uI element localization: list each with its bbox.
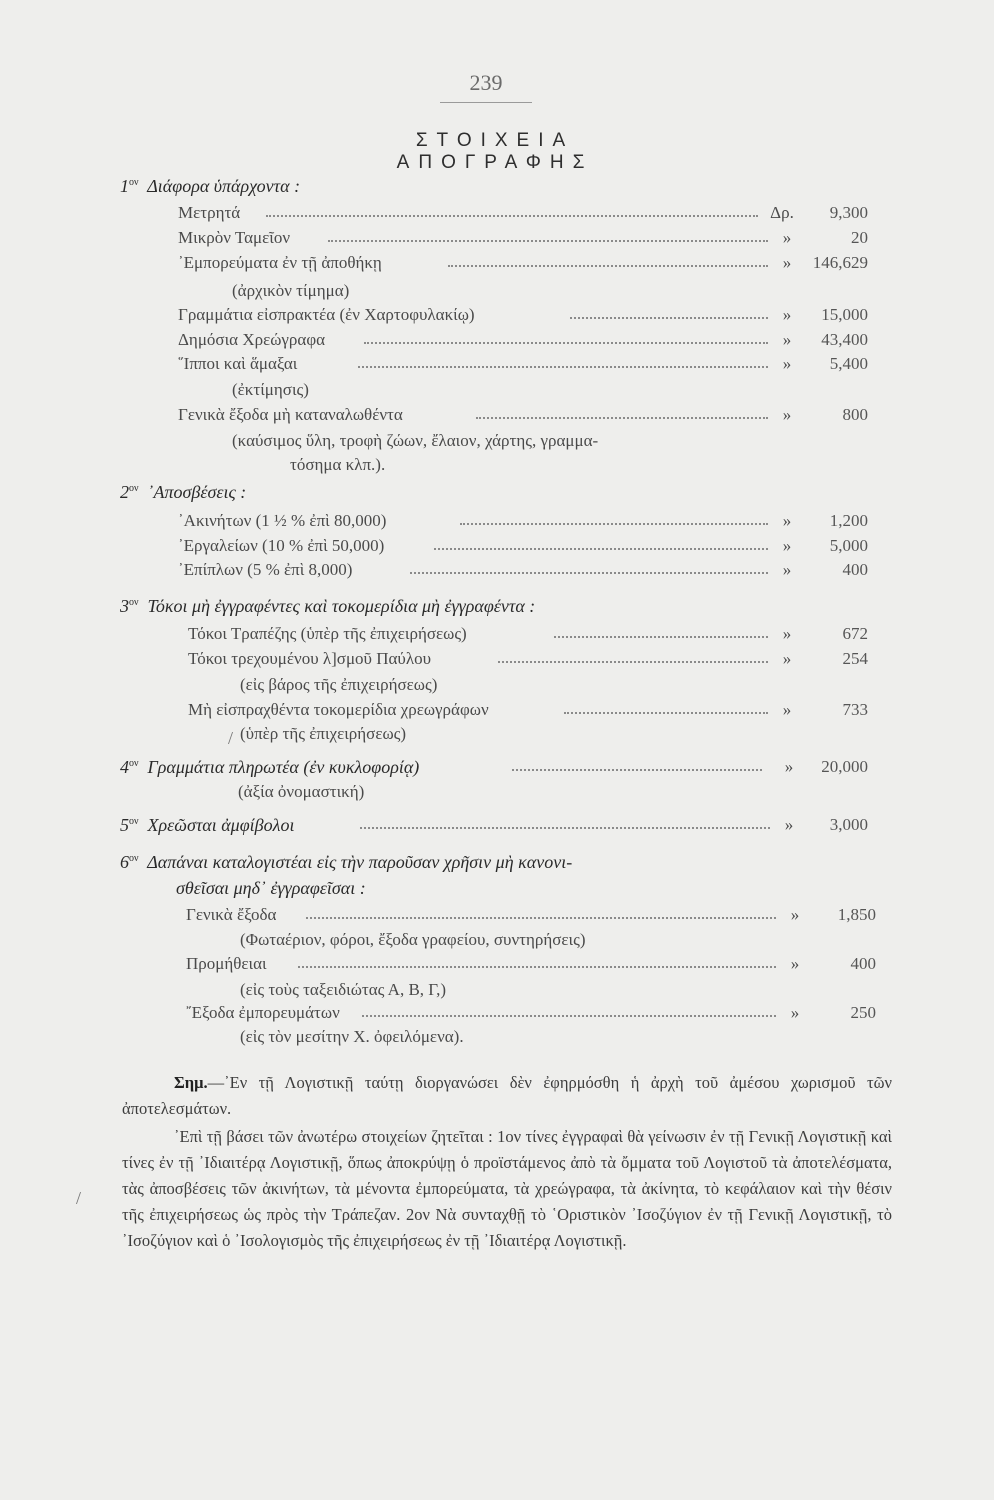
page-title: ΣΤΟΙΧΕΙΑ ΑΠΟΓΡΑΦΗΣ (396, 130, 594, 173)
dot-leader (448, 265, 768, 267)
row-amount: 1,200 (829, 511, 868, 530)
section-number: 5 (120, 815, 129, 835)
ditto-mark: » (782, 536, 792, 555)
section-5-heading (120, 815, 294, 836)
section-2-heading (120, 482, 246, 503)
row-amount: 20,000 (821, 757, 868, 776)
row-amount: 5,000 (829, 536, 868, 555)
remark-label: Σημ. (174, 1073, 208, 1092)
section-number: 2 (120, 482, 129, 502)
row-label: ᾿Εργαλείων (10 % ἐπὶ 50,000) (178, 536, 385, 555)
remark-paragraph: ᾿Επὶ τῇ βάσει τῶν ἀνωτέρω στοιχείων ζητεῖται : 1ον τίνες ἐγγραφαὶ θὰ γείνωσιν ἐν τῇ Γενικῇ Λογιστικῇ καὶ τίνες ἐν τῇ ᾿Ιδιαιτέρᾳ Λογιστικῇ, ὅπως ἀποκρύψῃ ὁ προϊστάμενος ἀπὸ τὰ ὄμματα τοῦ Λογιστοῦ τὰ ἀποτελέσματα, τὰς ἀποσβέσεις τῶν ἀκινήτων, τὰ μένοντα ἐμπορεύματα, τὰ χρεώγραφα, τὰ ἀκίνητα, τὸ κεφάλαιον καὶ τὴν θέσιν τῆς ἐπιχειρήσεως ὡς πρὸς τὴν Τράπεζαν. 2ον Νὰ συνταχθῇ τὸ ῾Οριστικὸν ᾿Ισοζύγιον ἐν τῇ Γενικῇ Λογιστικῇ, τὸ ᾿Ισοζύγιον καὶ ὁ ᾿Ισολογισμὸς τῆς ἐπιχειρήσεως ἐν τῇ ᾿Ιδιαιτέρᾳ Λογιστικῇ. (122, 1127, 892, 1250)
row-label: Δημόσια Χρεώγραφα (178, 330, 326, 349)
ditto-mark: » (790, 1003, 800, 1022)
section-6-heading-continued: σθεῖσαι μηδ᾿ ἐγγραφεῖσαι : (176, 878, 366, 898)
section-title: Διάφορα ὑπάρχοντα : (147, 176, 301, 196)
dot-leader (570, 317, 768, 319)
row-amount: 400 (850, 954, 876, 973)
dot-leader (266, 215, 758, 217)
ledger-row (178, 253, 868, 277)
row-label: Μικρὸν Ταμεῖον (178, 228, 291, 247)
ledger-row (120, 815, 868, 839)
ledger-row (178, 305, 868, 329)
ditto-mark: » (782, 228, 792, 247)
section-title: Χρεῶσται ἀμφίβολοι (147, 815, 295, 835)
ditto-mark: » (782, 700, 792, 719)
row-amount: 800 (842, 405, 868, 424)
stray-mark: / (76, 1188, 82, 1208)
ditto-mark: » (784, 815, 794, 834)
row-amount: 254 (842, 649, 868, 668)
row-label: Γενικὰ ἔξοδα (186, 905, 277, 924)
row-note: (καύσιμος ὕλη, τροφὴ ζώων, ἔλαιον, χάρτης, γραμμα- (232, 431, 599, 450)
ditto-mark: » (782, 253, 792, 272)
row-amount: 3,000 (829, 815, 868, 834)
section-title: Τόκοι μὴ ἐγγραφέντες καὶ τοκομερίδια μὴ ἐγγραφέντα : (147, 596, 536, 616)
section-number: 3 (120, 596, 129, 616)
ledger-row (178, 228, 868, 252)
row-amount: 9,300 (829, 203, 868, 222)
section-number: 1 (120, 176, 129, 196)
dot-leader (298, 966, 776, 968)
row-note: (ἀρχικὸν τίμημα) (232, 281, 350, 300)
row-label: ᾿Επίπλων (5 % ἐπὶ 8,000) (178, 560, 353, 579)
section-number: 4 (120, 757, 129, 777)
section-6-heading (120, 852, 572, 873)
row-label: Γενικὰ ἔξοδα μὴ καταναλωθέντα (178, 405, 403, 424)
ditto-mark: » (782, 405, 792, 424)
section-ordinal: ον (129, 853, 139, 864)
section-title: Δαπάναι καταλογιστέαι εἰς τὴν παροῦσαν χρῆσιν μὴ κανονι- (147, 852, 573, 872)
row-note: (ὑπὲρ τῆς ἐπιχειρήσεως) (240, 724, 407, 743)
row-amount: 250 (850, 1003, 876, 1022)
row-label: Μετρητά (178, 203, 241, 222)
row-label: ῎Εξοδα ἐμπορευμάτων (186, 1003, 340, 1022)
row-label: ᾿Εμπορεύματα ἐν τῇ ἀποθήκῃ (178, 253, 382, 272)
section-title: Γραμμάτια πληρωτέα (ἐν κυκλοφορίᾳ) (147, 757, 420, 777)
ledger-row (186, 905, 876, 929)
section-ordinal: ον (129, 758, 139, 769)
dot-leader (328, 240, 768, 242)
ditto-mark: » (782, 649, 792, 668)
ditto-mark: » (782, 305, 792, 324)
section-ordinal: ον (129, 483, 139, 494)
row-note: (Φωταέριον, φόροι, ἔξοδα γραφείου, συντηρήσεις) (240, 930, 586, 949)
section-ordinal: ον (129, 177, 139, 188)
ledger-row (178, 203, 868, 227)
dot-leader (434, 548, 768, 550)
ledger-row (178, 536, 868, 560)
section-number: 6 (120, 852, 129, 872)
dot-leader (360, 827, 770, 829)
ledger-row (178, 354, 868, 378)
stray-mark: / (228, 728, 234, 748)
ditto-mark: » (782, 354, 792, 373)
row-amount: 43,400 (821, 330, 868, 349)
dot-leader (564, 712, 768, 714)
row-note: (εἰς βάρος τῆς ἐπιχειρήσεως) (240, 675, 438, 694)
row-amount: 733 (842, 700, 868, 719)
section-1-heading (120, 176, 300, 197)
ditto-mark: » (782, 624, 792, 643)
dot-leader (512, 769, 762, 771)
row-amount: 15,000 (821, 305, 868, 324)
row-amount: 20 (851, 228, 868, 247)
ledger-row (120, 757, 868, 781)
ditto-mark: » (790, 905, 800, 924)
section-ordinal: ον (129, 816, 139, 827)
row-label: Τόκοι τρεχουμένου λ]σμοῦ Παύλου (188, 649, 431, 668)
row-label: Γραμμάτια εἰσπρακτέα (ἐν Χαρτοφυλακίῳ) (178, 305, 475, 324)
ditto-mark: » (782, 511, 792, 530)
dot-leader (358, 366, 768, 368)
dot-leader (476, 417, 768, 419)
ledger-row (188, 624, 868, 648)
row-label: Προμήθειαι (186, 954, 267, 973)
dot-leader (410, 572, 768, 574)
row-note: (εἰς τὸν μεσίτην Χ. ὀφειλόμενα). (240, 1027, 464, 1046)
row-amount: 5,400 (829, 354, 868, 373)
row-label: ῞Ιπποι καὶ ἅμαξαι (178, 354, 298, 373)
row-amount: 400 (842, 560, 868, 579)
ditto-mark: » (790, 954, 800, 973)
section-ordinal: ον (129, 597, 139, 608)
dot-leader (362, 1015, 776, 1017)
ledger-row (178, 560, 868, 584)
currency-mark: Δρ. (770, 203, 794, 222)
dot-leader (554, 636, 768, 638)
ledger-row (188, 649, 868, 673)
row-amount: 672 (842, 624, 868, 643)
ledger-row (188, 700, 868, 724)
dot-leader (498, 661, 768, 663)
ditto-mark: » (782, 330, 792, 349)
ledger-row (178, 405, 868, 429)
dot-leader (306, 917, 776, 919)
ledger-row (186, 954, 876, 978)
dot-leader (364, 342, 768, 344)
row-note: (εἰς τοὺς ταξειδιώτας Α, Β, Γ,) (240, 980, 446, 999)
row-label: ᾿Ακινήτων (1 ½ % ἐπὶ 80,000) (178, 511, 387, 530)
remark-paragraph (122, 1070, 892, 1122)
row-label: Μὴ εἰσπραχθέντα τοκομερίδια χρεωγράφων (188, 700, 489, 719)
section-3-heading (120, 596, 535, 617)
ditto-mark: » (784, 757, 794, 776)
row-note: τόσημα κλπ.). (290, 455, 386, 474)
ledger-row (178, 511, 868, 535)
section-4-heading (120, 757, 419, 778)
ditto-mark: » (782, 560, 792, 579)
page-number: 239 (440, 70, 532, 103)
row-amount: 1,850 (837, 905, 876, 924)
row-label: Τόκοι Τραπέζης (ὑπὲρ τῆς ἐπιχειρήσεως) (188, 624, 467, 643)
section-title: ᾿Αποσβέσεις : (147, 482, 247, 502)
row-note: (ἐκτίμησις) (232, 380, 309, 399)
row-amount: 146,629 (812, 253, 868, 272)
remark-text: —᾿Εν τῇ Λογιστικῇ ταύτῃ διοργανώσει δὲν ἐφηρμόσθη ἡ ἀρχὴ τοῦ ἀμέσου χωρισμοῦ τῶν ἀποτελεσμάτων. (122, 1073, 892, 1118)
ledger-row (178, 330, 868, 354)
ledger-row (186, 1003, 876, 1027)
row-note: (ἀξία ὀνομαστική) (238, 782, 365, 801)
dot-leader (460, 523, 768, 525)
